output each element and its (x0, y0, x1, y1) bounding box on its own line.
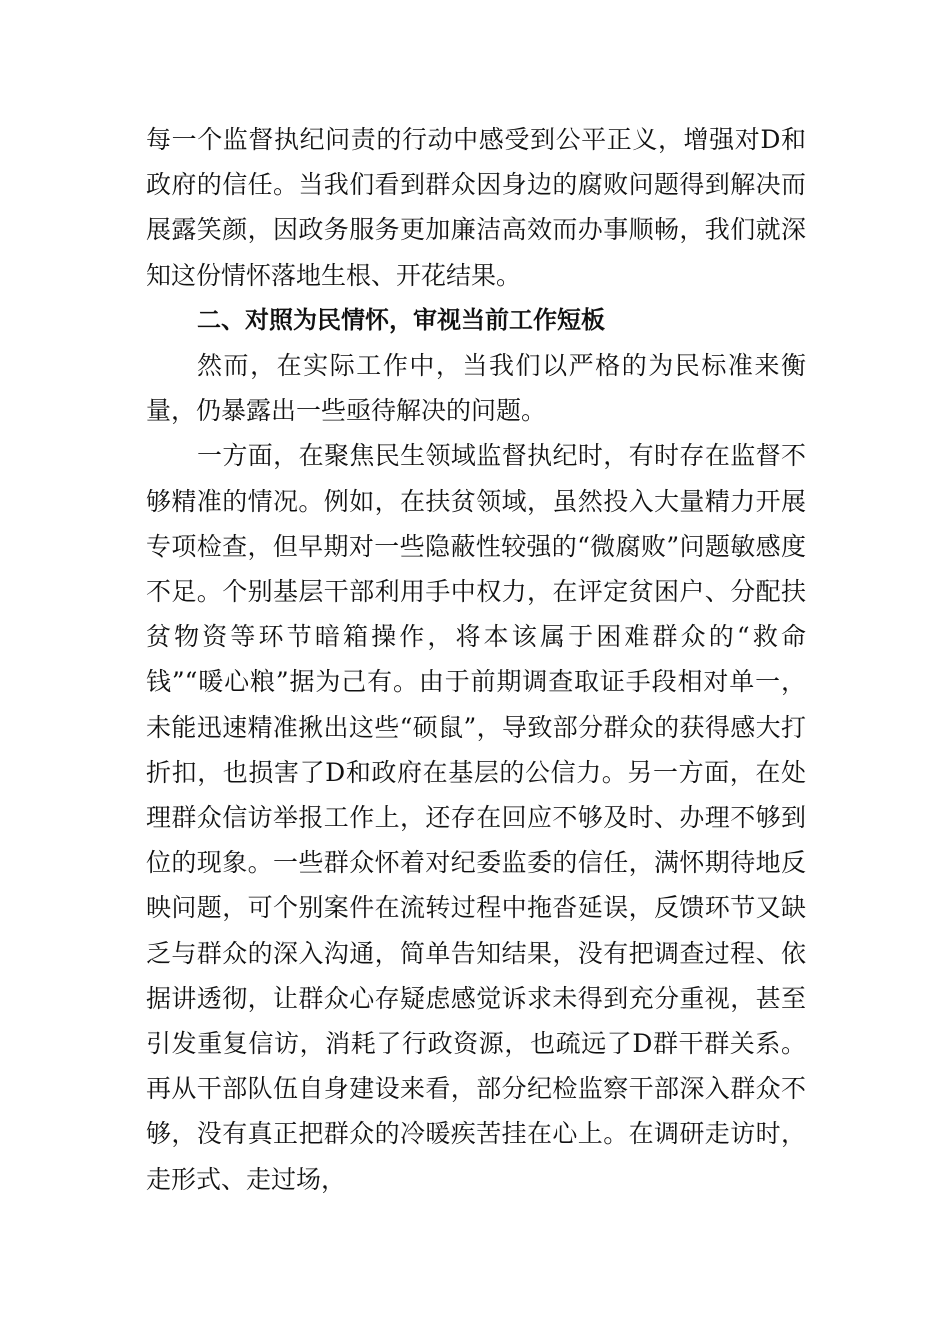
document-body (146, 117, 806, 1202)
section-heading: 二、对照为民情怀，审视当前工作短板 (197, 305, 605, 334)
paragraph-continued: 每一个监督执纪问责的行动中感受到公平正义，增强对D和政府的信任。当我们看到群众因身边的腐败问题得到解决而展露笑颜，因政务服务更加廉洁高效而办事顺畅，我们就深知这份情怀落地生根、开花结果。 (146, 125, 806, 290)
paragraph: 一方面，在聚焦民生领域监督执纪时，有时存在监督不够精准的情况。例如，在扶贫领域，虽然投入大量精力开展专项检查，但早期对一些隐蔽性较强的“微腐败”问题敏感度不足。个别基层干部利用手中权力，在评定贫困户、分配扶贫物资等环节暗箱操作，将本该属于困难群众的“救命钱”“暖心粮”据为己有。由于前期调查取证手段相对单一，未能迅速精准揪出这些“硕鼠”，导致部分群众的获得感大打折扣，也损害了D和政府在基层的公信力。另一方面，在处理群众信访举报工作上，还存在回应不够及时、办理不够到位的现象。一些群众怀着对纪委监委的信任，满怀期待地反映问题，可个别案件在流转过程中拖沓延误，反馈环节又缺乏与群众的深入沟通，简单告知结果，没有把调查过程、依据讲透彻，让群众心存疑虑感觉诉求未得到充分重视，甚至引发重复信访，消耗了行政资源，也疏远了D群干群关系。再从干部队伍自身建设来看，部分纪检监察干部深入群众不够，没有真正把群众的冷暖疾苦挂在心上。在调研走访时，走形式、走过场， (146, 441, 806, 1194)
paragraph: 然而，在实际工作中，当我们以严格的为民标准来衡量，仍暴露出一些亟待解决的问题。 (146, 351, 806, 426)
